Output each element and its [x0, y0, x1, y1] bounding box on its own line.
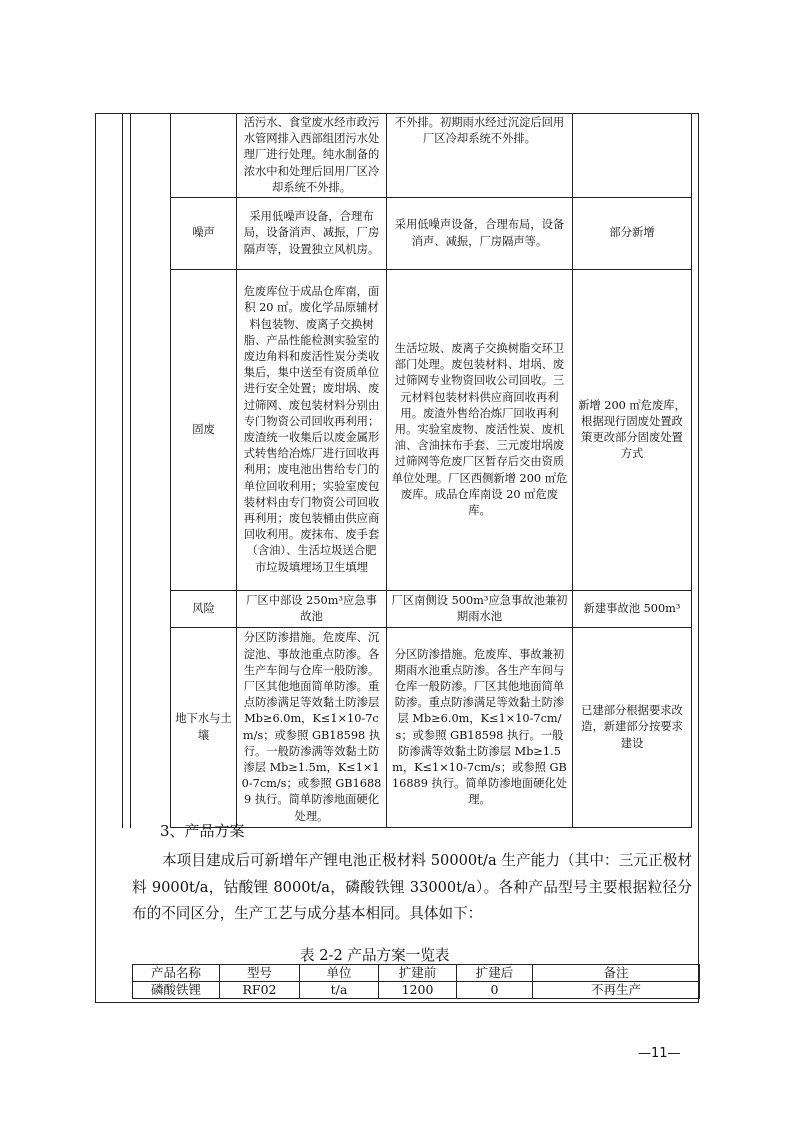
category-cell	[171, 114, 237, 198]
table-row	[171, 114, 692, 198]
change-cell	[573, 114, 692, 198]
column-header: 型号	[220, 965, 300, 982]
category-cell: 固废	[171, 270, 237, 591]
category-cell: 噪声	[171, 198, 237, 270]
column-header: 扩建前	[379, 965, 457, 982]
change-cell: 新建事故池 500m³	[573, 591, 692, 628]
category-cell: 地下水与土壤	[171, 628, 237, 828]
before-measure-cell: 分区防渗措施。危废库、沉淀池、事故池重点防渗。各生产车间与仓库一般防渗。厂区其他地面简单防渗。重点防渗满足等效黏土防渗层 Mb≥6.0m，K≤1×10-7cm/s；或参照 GB18598 执行。一般防渗满等效黏土防渗层 Mb≥1.5m，K≤1×10-7cm/s；或参照 GB16889 执行。简单防渗地面硬化处理。	[237, 628, 387, 828]
after-measure-cell: 不外排。初期雨水经过沉淀后回用厂区冷却系统不外排。	[387, 114, 573, 198]
column-header: 产品名称	[133, 965, 220, 982]
product-plan-table	[132, 964, 700, 999]
after-measure-cell: 生活垃圾、废离子交换树脂交环卫部门处理。废包装材料、坩埚、废过筛网专业物资回收公司回收。三元材料包装材料供应商回收再利用。废渣外售给冶炼厂回收再利用。实验室废物、废活性炭、废机油、含油抹布手套、三元废坩埚废过筛网等危废厂区暂存后交由资质单位处理。厂区西侧新增 200 ㎡危废库。成品仓库南设 20 ㎡危废库。	[387, 270, 573, 591]
frame-inner-line	[130, 113, 131, 828]
category-cell: 风险	[171, 591, 237, 628]
table-cell: 1200	[379, 982, 457, 999]
after-measure-cell: 分区防渗措施。危废库、事故兼初期雨水池重点防渗。各生产车间与仓库一般防渗。厂区其他地面简单防渗。重点防渗满足等效黏土防渗层 Mb≥6.0m，K≤1×10-7cm/s；或参照 GB18598 执行。一般防渗满等效黏土防渗层 Mb≥1.5m，K≤1×10-7cm/s；或参照 GB16889 执行。简单防渗地面硬化处理。	[387, 628, 573, 828]
table-header-row	[133, 965, 700, 982]
environment-measures-table	[170, 113, 692, 828]
change-cell: 已建部分根据要求改造，新建部分按要求建设	[573, 628, 692, 828]
table-cell: 不再生产	[533, 982, 700, 999]
before-measure-cell: 厂区中部设 250m³应急事故池	[237, 591, 387, 628]
change-cell: 新增 200 ㎡危废库，根据现行固废处置政策更改部分固废处置方式	[573, 270, 692, 591]
section-paragraph: 本项目建成后可新增年产锂电池正极材料 50000t/a 生产能力（其中：三元正极材料 9000t/a，钴酸锂 8000t/a，磷酸铁锂 33000t/a）。各种产品型号主要根据粒径分布的不同区分，生产工艺与成分基本相同。具体如下：	[132, 852, 692, 922]
after-measure-cell: 厂区南侧设 500m³应急事故池兼初期雨水池	[387, 591, 573, 628]
before-measure-cell: 活污水、食堂废水经市政污水管网排入西部组团污水处理厂进行处理。纯水制备的浓水中和处理后回用厂区冷却系统不外排。	[237, 114, 387, 198]
column-header: 单位	[300, 965, 379, 982]
after-measure-cell: 采用低噪声设备，合理布局，设备消声、减振，厂房隔声等。	[387, 198, 573, 270]
table-row	[171, 198, 692, 270]
before-measure-cell: 采用低噪声设备，合理布局，设备消声、减振，厂房隔声等，设置独立风机房。	[237, 198, 387, 270]
table-cell: t/a	[300, 982, 379, 999]
frame-inner-line	[122, 113, 123, 828]
table-cell: RF02	[220, 982, 300, 999]
table-cell: 0	[457, 982, 533, 999]
before-measure-cell: 危废库位于成品仓库南，面积 20 ㎡。废化学品原辅材料包装物、废离子交换树脂、产品性能检测实验室的废边角料和废活性炭分类收集后，集中送至有资质单位进行安全处置；废坩埚、废过筛网、废包装材料分别由专门物资公司回收再利用；废渣统一收集后以废金属形式转售给冶炼厂进行回收再利用；废电池出售给专门的单位回收利用；实验室废包装材料由专门物资公司回收再利用；废包装桶由供应商回收利用。废抹布、废手套（含油）、生活垃圾送合肥市垃圾填埋场卫生填埋	[237, 270, 387, 591]
change-cell: 部分新增	[573, 198, 692, 270]
table-row	[171, 628, 692, 828]
table-row	[133, 982, 700, 999]
table-row	[171, 591, 692, 628]
section-heading: 3、产品方案	[160, 822, 245, 840]
table-row	[171, 270, 692, 591]
column-header: 扩建后	[457, 965, 533, 982]
table-cell: 磷酸铁锂	[133, 982, 220, 999]
page-number: —11—	[638, 1046, 681, 1061]
table-caption: 表 2-2 产品方案一览表	[300, 947, 450, 964]
column-header: 备注	[533, 965, 700, 982]
